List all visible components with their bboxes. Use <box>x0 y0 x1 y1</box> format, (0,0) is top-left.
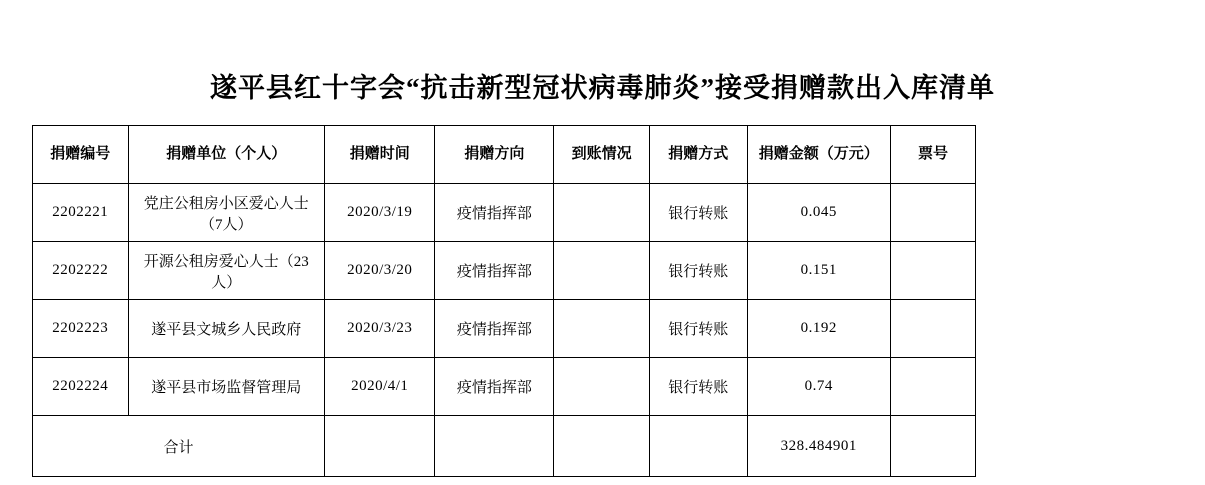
cell-donation-method: 银行转账 <box>649 300 747 358</box>
cell-donation-date: 2020/3/20 <box>325 242 435 300</box>
cell-arrival-status <box>554 184 650 242</box>
cell-donation-amount: 0.151 <box>747 242 890 300</box>
cell-total-method <box>649 416 747 477</box>
cell-arrival-status <box>554 300 650 358</box>
table-row <box>33 358 976 416</box>
cell-ticket-number <box>890 184 975 242</box>
cell-donation-date: 2020/4/1 <box>325 358 435 416</box>
cell-total-direction <box>435 416 554 477</box>
column-header-donation-amount: 捐赠金额（万元） <box>747 126 890 184</box>
cell-donation-id: 2202221 <box>33 184 129 242</box>
cell-total-arrival <box>554 416 650 477</box>
column-header-donor-unit: 捐赠单位（个人） <box>128 126 324 184</box>
cell-donation-method: 银行转账 <box>649 242 747 300</box>
cell-donation-amount: 0.045 <box>747 184 890 242</box>
table-row <box>33 242 976 300</box>
cell-total-amount: 328.484901 <box>747 416 890 477</box>
cell-arrival-status <box>554 242 650 300</box>
cell-arrival-status <box>554 358 650 416</box>
cell-donation-id: 2202222 <box>33 242 129 300</box>
cell-donation-date: 2020/3/23 <box>325 300 435 358</box>
cell-ticket-number <box>890 242 975 300</box>
cell-donation-direction: 疫情指挥部 <box>435 358 554 416</box>
column-header-donation-id: 捐赠编号 <box>33 126 129 184</box>
cell-ticket-number <box>890 300 975 358</box>
table-row <box>33 300 976 358</box>
cell-total-date <box>325 416 435 477</box>
table-header-row <box>33 126 976 184</box>
donation-table <box>32 125 976 477</box>
cell-donation-date: 2020/3/19 <box>325 184 435 242</box>
column-header-donation-method: 捐赠方式 <box>649 126 747 184</box>
cell-donor-unit: 遂平县文城乡人民政府 <box>128 300 324 358</box>
cell-donor-unit: 党庄公租房小区爱心人士（7人） <box>128 184 324 242</box>
column-header-donation-date: 捐赠时间 <box>325 126 435 184</box>
donation-table-container <box>32 125 976 477</box>
cell-total-ticket <box>890 416 975 477</box>
cell-donation-direction: 疫情指挥部 <box>435 184 554 242</box>
cell-donation-amount: 0.74 <box>747 358 890 416</box>
cell-donation-id: 2202223 <box>33 300 129 358</box>
cell-donation-amount: 0.192 <box>747 300 890 358</box>
cell-donor-unit: 开源公租房爱心人士（23人） <box>128 242 324 300</box>
table-row <box>33 184 976 242</box>
cell-donation-method: 银行转账 <box>649 358 747 416</box>
cell-ticket-number <box>890 358 975 416</box>
cell-donation-id: 2202224 <box>33 358 129 416</box>
cell-donation-direction: 疫情指挥部 <box>435 300 554 358</box>
table-body <box>33 184 976 477</box>
column-header-donation-direction: 捐赠方向 <box>435 126 554 184</box>
column-header-arrival-status: 到账情况 <box>554 126 650 184</box>
cell-donation-direction: 疫情指挥部 <box>435 242 554 300</box>
page-title: 遂平县红十字会“抗击新型冠状病毒肺炎”接受捐赠款出入库清单 <box>210 73 995 103</box>
cell-donor-unit: 遂平县市场监督管理局 <box>128 358 324 416</box>
cell-total-label: 合计 <box>33 416 325 477</box>
table-total-row <box>33 416 976 477</box>
cell-donation-method: 银行转账 <box>649 184 747 242</box>
column-header-ticket-number: 票号 <box>890 126 975 184</box>
table-header <box>33 126 976 184</box>
